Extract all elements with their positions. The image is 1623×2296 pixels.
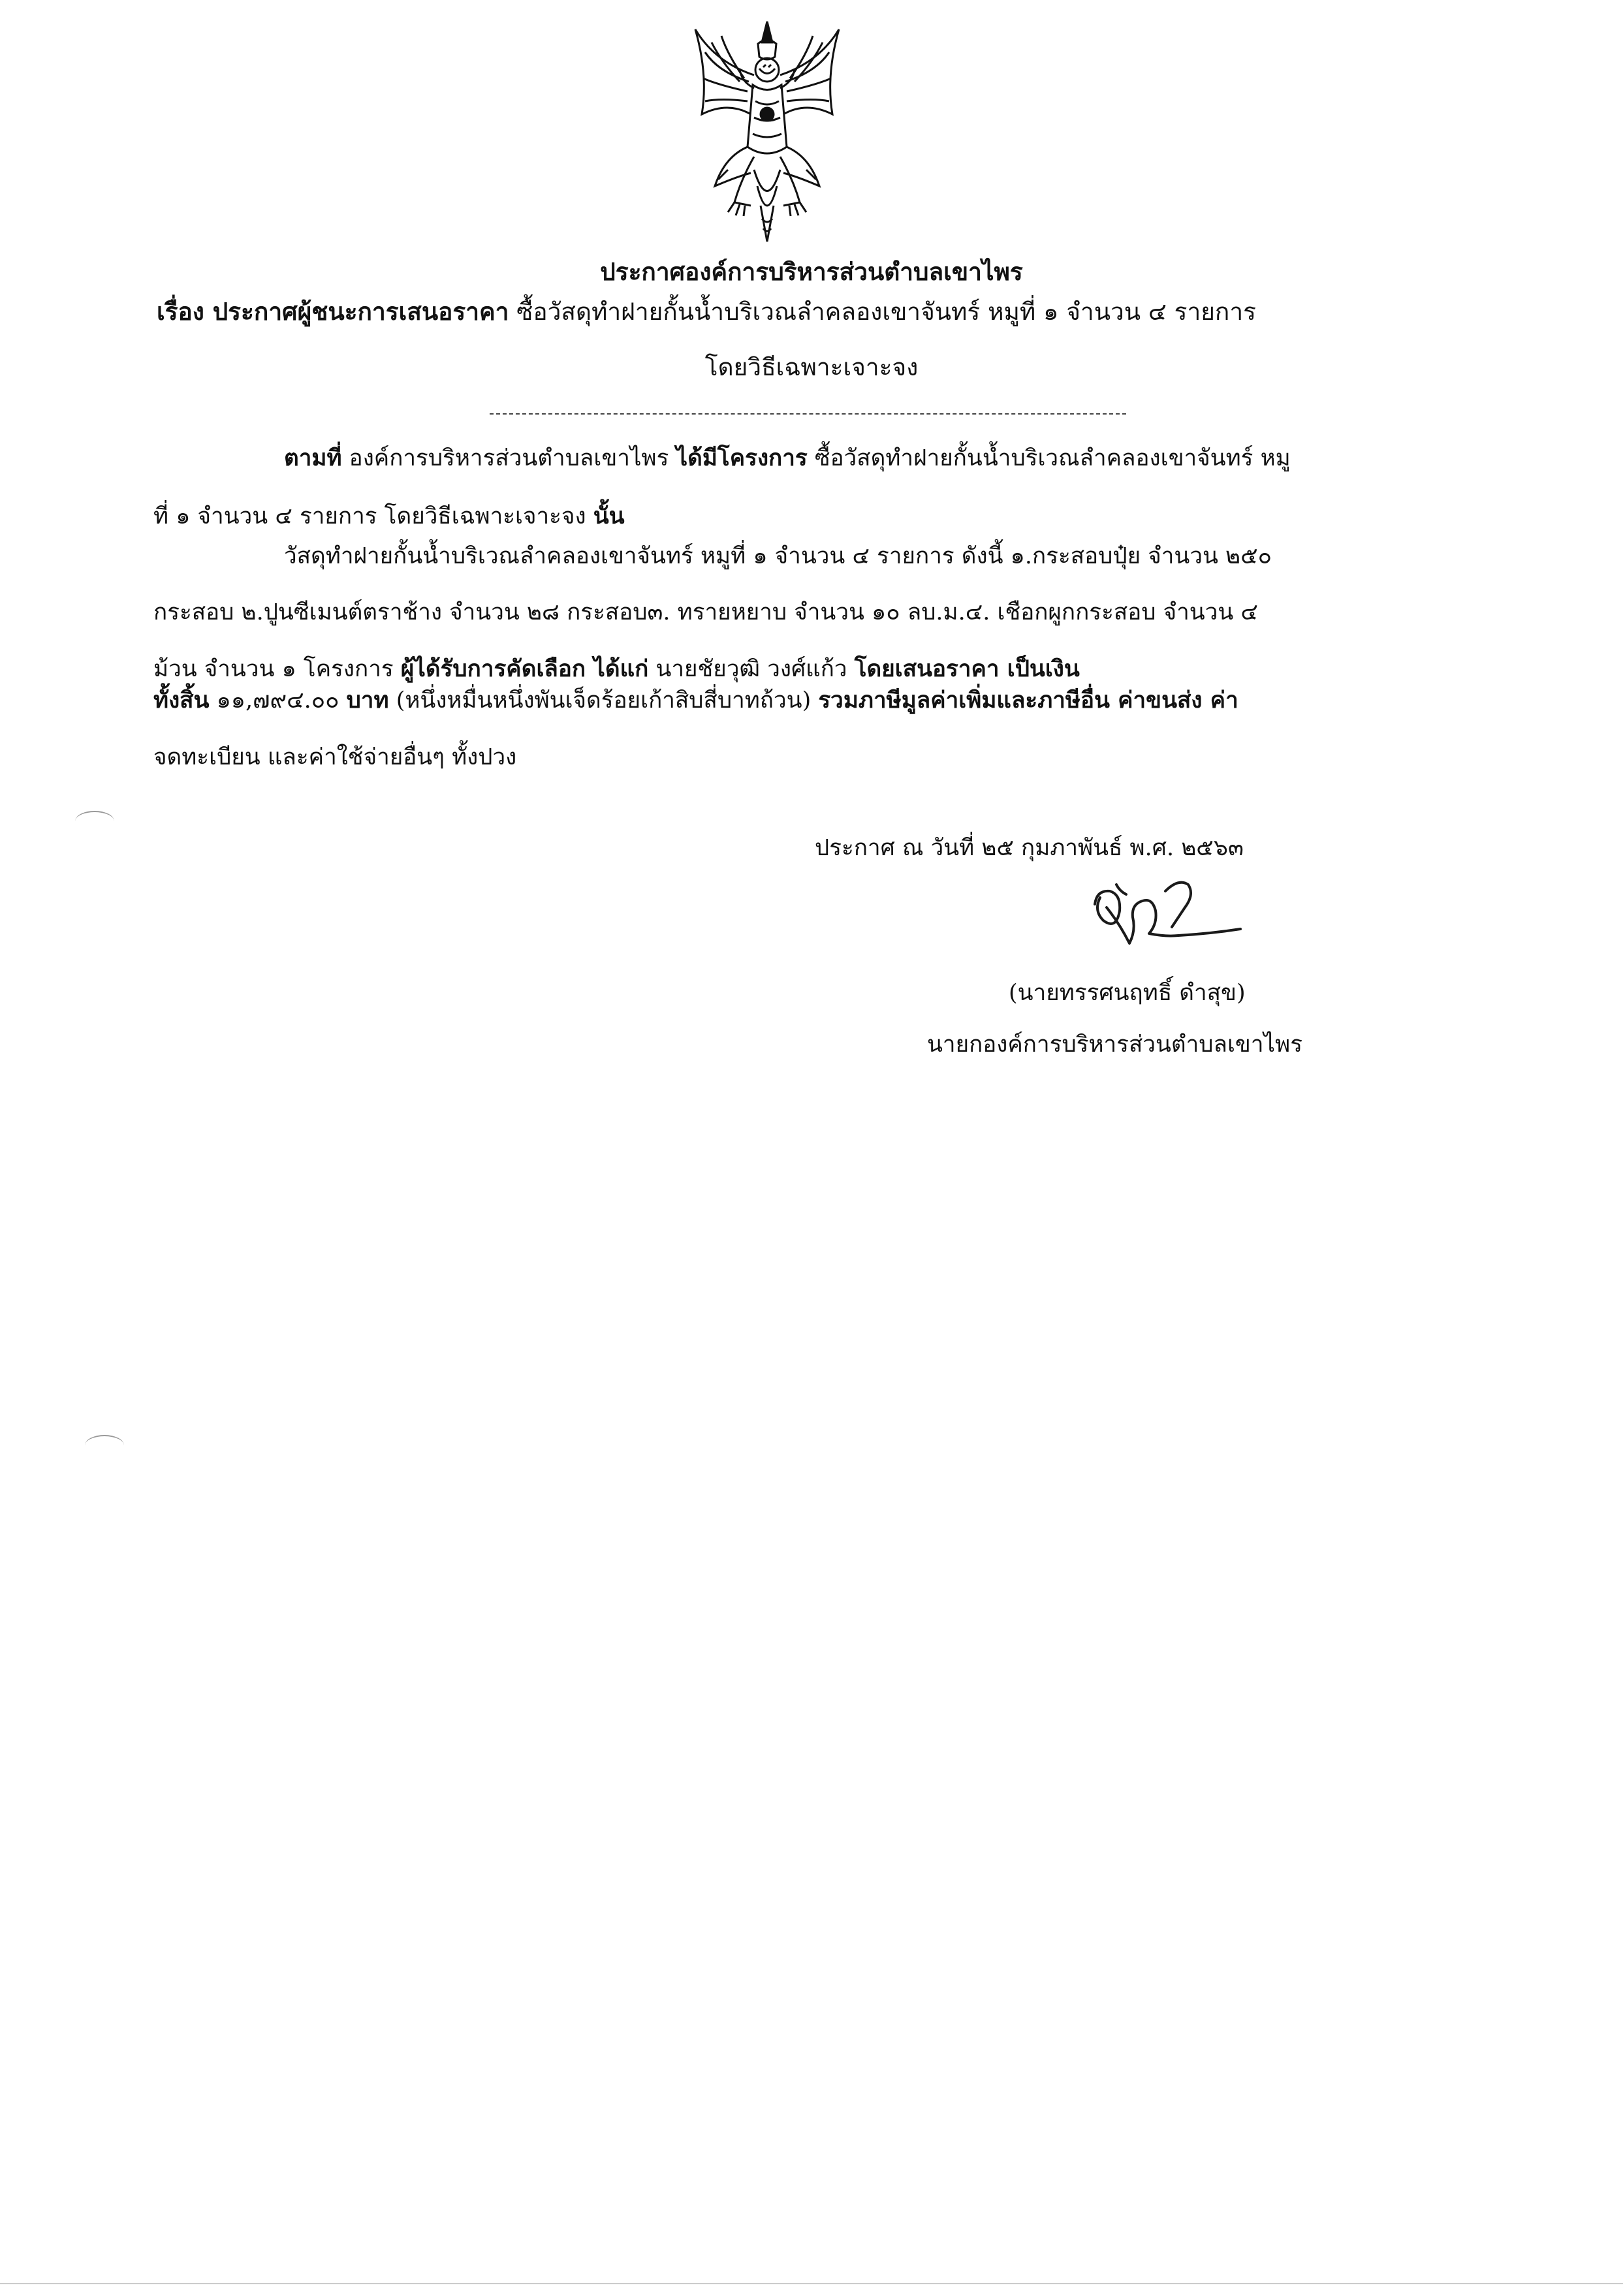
- document-title: [0, 255, 1623, 289]
- p5-selected: ผู้ได้รับการคัดเลือก ได้แก่: [400, 655, 649, 682]
- subject-method: โดยวิธีเฉพาะเจาะจง: [704, 353, 919, 381]
- winning-amount: ๑๑,๗๙๔.๐๐: [216, 687, 339, 714]
- scan-edge-line: [0, 2283, 1623, 2284]
- p3-text: วัสดุทำฝายกั้นน้ำบริเวณลำคลองเขาจันทร์ หมูที่ ๑ จำนวน ๔ รายการ ดังนี้ ๑.กระสอบปุ๋ย จำนวน ๒๕๐: [284, 543, 1272, 569]
- body-paragraph-2-line-4: [153, 684, 1238, 717]
- signer-title: นายกองค์การบริหารส่วนตำบลเขาไพร: [927, 1031, 1302, 1058]
- p5-pre: ม้วน จำนวน ๑ โครงการ: [153, 656, 394, 682]
- winner-name: นายชัยวุฒิ วงศ์แก้ว: [655, 656, 847, 682]
- garuda-emblem: [689, 16, 845, 248]
- p4-text: กระสอบ ๒.ปูนซีเมนต์ตราช้าง จำนวน ๒๘ กระสอบ๓. ทรายหยาบ จำนวน ๑๐ ลบ.ม.๔. เชือกผูกกระสอบ จำนวน ๔: [153, 599, 1258, 625]
- header-divider: [490, 413, 1126, 415]
- body-paragraph-1: [284, 441, 1291, 475]
- punch-hole-mark: [85, 1435, 124, 1456]
- announcement-date: ประกาศ ณ วันที่ ๒๕ กุมภาพันธ์ พ.ศ. ๒๕๖๓: [815, 835, 1244, 861]
- organization-heading: ประกาศองค์การบริหารส่วนตำบลเขาไพร: [600, 257, 1023, 286]
- p6-baht: บาท: [346, 687, 389, 714]
- p1-label: ตามที่: [284, 445, 342, 471]
- body-paragraph-2: [284, 539, 1272, 573]
- body-paragraph-2-line-5: [153, 740, 516, 774]
- p7-text: จดทะเบียน และค่าใช้จ่ายอื่นๆ ทั้งปวง: [153, 744, 517, 770]
- p1-have: ได้มีโครงการ: [676, 445, 808, 471]
- punch-hole-mark: [75, 811, 114, 832]
- subject-method-line: [0, 351, 1623, 385]
- subject-label: เรื่อง ประกาศผู้ชนะการเสนอราคา: [157, 297, 509, 326]
- p6-vat: รวมภาษีมูลค่าเพิ่มและภาษีอื่น ค่าขนส่ง ค่า: [818, 687, 1238, 714]
- amount-in-words: (หนึ่งหมื่นหนึ่งพันเจ็ดร้อยเก้าสิบสี่บาทถ้วน): [396, 687, 812, 714]
- p1-org: องค์การบริหารส่วนตำบลเขาไพร: [349, 445, 669, 471]
- p2-end: นั้น: [593, 503, 625, 529]
- signer-name: (นายทรรศนฤทธิ์ ดำสุข): [1009, 980, 1246, 1006]
- body-paragraph-1-cont: [153, 499, 625, 533]
- signature-icon: [1080, 872, 1250, 960]
- subject-text: ซื้อวัสดุทำฝายกั้นน้ำบริเวณลำคลองเขาจันทร์ หมูที่ ๑ จำนวน ๔ รายการ: [516, 298, 1256, 326]
- p6-total: ทั้งสิ้น: [153, 687, 210, 714]
- p1-text: ซื้อวัสดุทำฝายกั้นน้ำบริเวณลำคลองเขาจันทร์ หมู: [814, 445, 1291, 471]
- body-paragraph-2-line-2: [153, 595, 1258, 629]
- p5-offer: โดยเสนอราคา เป็นเงิน: [854, 655, 1080, 682]
- subject-line: [157, 294, 1256, 329]
- body-paragraph-2-line-3: [153, 652, 1080, 686]
- p2-text: ที่ ๑ จำนวน ๔ รายการ โดยวิธีเฉพาะเจาะจง: [153, 503, 586, 529]
